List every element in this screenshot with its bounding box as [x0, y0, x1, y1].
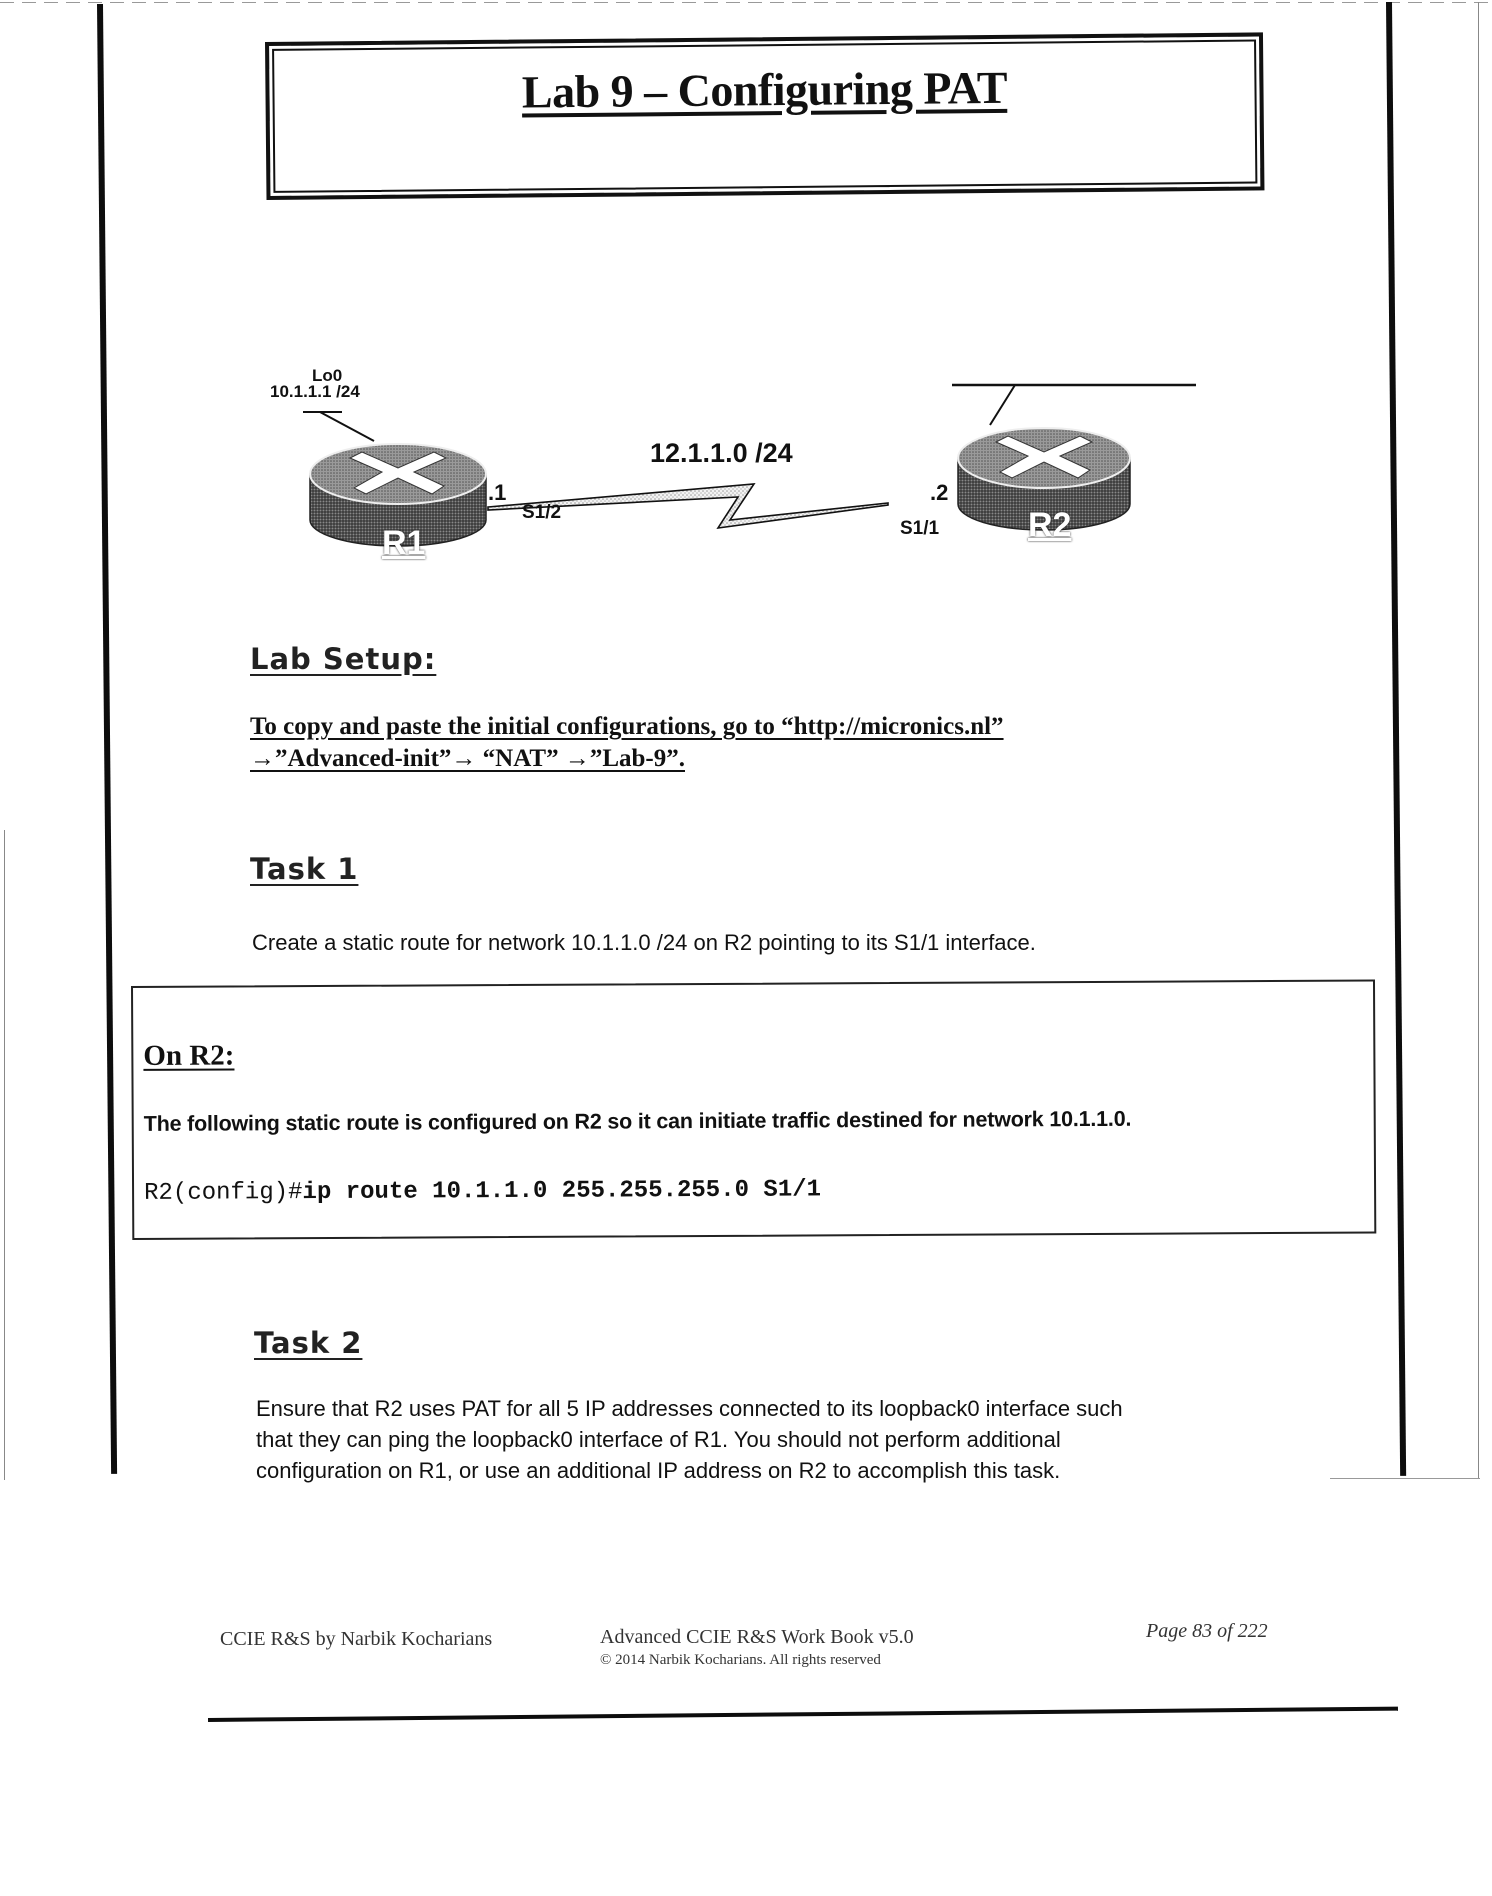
scan-edge-right	[1478, 2, 1479, 1478]
r1-loopback-ip: 10.1.1.1 /24	[270, 382, 360, 401]
scan-edge-top	[0, 2, 1492, 3]
cli-command-line	[144, 1176, 821, 1207]
task2-heading: Task 2	[254, 1326, 363, 1360]
on-r2-description: The following static route is configured on R2 so it can initiate traffic destined for network 10.1.1.0.	[143, 1106, 1132, 1136]
page-border-bottom	[208, 1707, 1398, 1722]
scan-edge-bottom	[1330, 1478, 1480, 1479]
on-r2-box	[131, 979, 1376, 1240]
footer-copyright: © 2014 Narbik Kocharians. All rights reserved	[600, 1652, 881, 1668]
footer-book: Advanced CCIE R&S Work Book v5.0	[600, 1626, 914, 1648]
task2-line-1: Ensure that R2 uses PAT for all 5 IP addresses connected to its loopback0 interface such	[256, 1396, 1123, 1421]
network-diagram	[270, 366, 1230, 600]
task1-text: Create a static route for network 10.1.1.0 /24 on R2 pointing to its S1/1 interface.	[252, 930, 1036, 955]
link-network-label: 12.1.1.0 /24	[650, 438, 793, 468]
topology-graphic	[270, 370, 1230, 600]
page-title: Lab 9 – Configuring PAT	[521, 61, 1008, 118]
r2-interface: S1/1	[900, 518, 940, 539]
scan-edge-left	[4, 830, 5, 1480]
title-box	[265, 32, 1264, 200]
r1-interface-host: .1	[488, 480, 507, 505]
page-border-left	[97, 4, 117, 1474]
r2-label: R2	[1028, 506, 1072, 544]
r2-loopback-line	[990, 385, 1015, 425]
task2-line-2: that they can ping the loopback0 interface of R1. You should not perform additional	[256, 1427, 1061, 1452]
r1-loopback-line	[320, 412, 374, 441]
r2-interface-host: .2	[930, 480, 949, 505]
lab-setup-line-1: To copy and paste the initial configurations, go to “http://micronics.nl”	[250, 713, 1004, 740]
on-r2-heading: On R2:	[143, 1039, 235, 1072]
task2-line-3: configuration on R1, or use an additional IP address on R2 to accomplish this task.	[256, 1458, 1061, 1483]
footer-author: CCIE R&S by Narbik Kocharians	[220, 1628, 493, 1650]
cli-command: ip route 10.1.1.0 255.255.255.0 S1/1	[302, 1176, 822, 1207]
r1-interface: S1/2	[522, 502, 562, 523]
page-border-right	[1386, 2, 1406, 1476]
r1-label: R1	[382, 524, 426, 562]
task1-heading: Task 1	[250, 852, 359, 886]
footer-page-number: Page 83 of 222	[1146, 1620, 1268, 1642]
lab-setup-line-2: →”Advanced-init”→ “NAT” →”Lab-9”.	[250, 745, 685, 772]
cli-prompt: R2(config)#	[144, 1179, 303, 1207]
lab-setup-heading: Lab Setup:	[250, 642, 437, 676]
r1-loopback-name: Lo0	[312, 366, 343, 385]
